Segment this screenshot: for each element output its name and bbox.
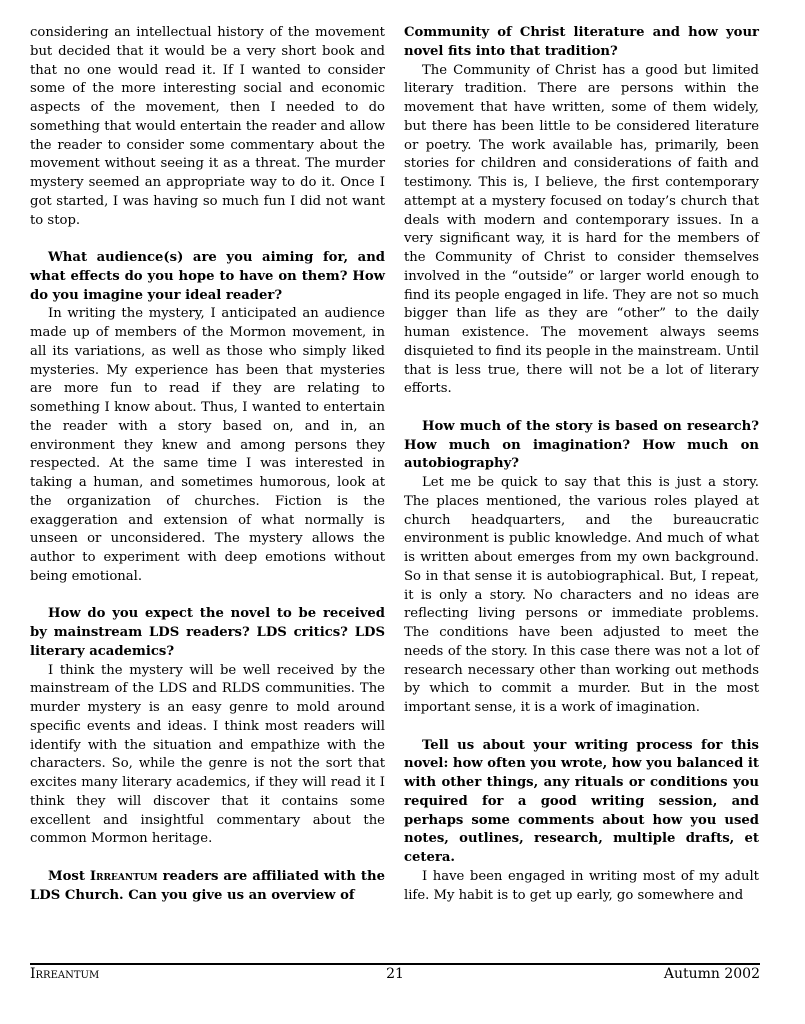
- answer-paragraph: The Community of Christ has a good but limited literary tradition. There are persons within the movement that have written, some of them widely, but there has been little to be considered literature or poetry. The work available has, primarily, been stories for children and considerations of faith and testimony. This is, I believe, the first contemporary attempt at a mystery focused on today’s church that deals with modern and contemporary issues. In a very significant way, it is hard for the members of the Community of Christ to consider themselves involved in the “outside” or larger world enough to find its people engaged in life. They are not so much bigger than life as they are “other” to the daily human existence. The movement always seems disquieted to find its people in the mainstream. Until that is less true, there will not be a lot of literary efforts.: [404, 62, 759, 397]
- answer-paragraph: Let me be quick to say that this is just a story. The places mentioned, the various roles played at church headquarters, and the bureaucratic environment is public knowledge. And much of what is written about emerges from my own background. So in that sense it is autobiographical. But, I repeat, it is only a story. No characters and no ideas are reflecting living persons or immediate problems. The conditions have been adjusted to meet the needs of the story. In this case there was not a lot of research necessary other than working out methods by which to commit a murder. But in the most important sense, it is a work of imagination.: [404, 475, 759, 715]
- question-heading: What audience(s) are you aiming for, and what effects do you hope to have on them? How do you imagine your ideal reader?: [30, 250, 385, 303]
- right-column: [404, 24, 759, 905]
- page-footer: [30, 966, 760, 988]
- question-text: readers are affiliated with the LDS Church. Can you give us an overview of: [30, 868, 385, 903]
- page-number: 21: [386, 966, 404, 982]
- footer-issue: Autumn 2002: [663, 966, 760, 982]
- answer-paragraph: I have been engaged in writing most of my adult life. My habit is to get up early, go somewhere and: [404, 868, 759, 903]
- question-heading: How much of the story is based on research? How much on imagination? How much on autobiography?: [404, 418, 759, 472]
- left-column: [30, 24, 385, 905]
- question-text: Most: [48, 868, 90, 884]
- footer-journal: Irreantum: [30, 966, 100, 982]
- question-heading: [30, 868, 385, 906]
- journal-name: Irreantum: [89, 868, 158, 884]
- answer-paragraph: I think the mystery will be well received by the mainstream of the LDS and RLDS communities. The murder mystery is an easy genre to mold around specific events and ideas. I think most readers will identify with the situation and empathize with the characters. So, while the genre is not the sort that excites many literary academics, if they will read it I think they will discover that it contains some excellent and insightful commentary about the common Mormon heritage.: [30, 662, 385, 847]
- question-heading: Tell us about your writing process for this novel: how often you wrote, how you balanced it with other things, any rituals or conditions you required for a good writing session, and perhaps some comments about how you used notes, outlines, research, multiple drafts, et cetera.: [404, 737, 759, 865]
- answer-paragraph: In writing the mystery, I anticipated an audience made up of members of the Mormon movement, in all its variations, as well as those who simply liked mysteries. My experience has been that mysteries are more fun to read if they are relating to something I know about. Thus, I wanted to entertain the reader with a story based on, and in, an environment they knew and among persons they respected. At the same time I was interested in taking a human, and sometimes humorous, look at the organization of churches. Fiction is the exaggeration and extension of what normally is unseen or unconsidered. The mystery allows the author to experiment with deep emotions without being emotional.: [30, 306, 385, 584]
- footer-rule: [30, 963, 760, 965]
- question-heading: How do you expect the novel to be received by mainstream LDS readers? LDS critics? LDS literary academics?: [30, 606, 385, 659]
- question-heading-continued: Community of Christ literature and how your novel fits into that tradition?: [404, 25, 759, 59]
- paragraph: considering an intellectual history of the movement but decided that it would be a very short book and that no one would read it. If I wanted to consider some of the more interesting social and economic aspects of the movement, then I needed to do something that would entertain the reader and allow the reader to consider some commentary about the movement without seeing it as a threat. The murder mystery seemed an appropriate way to do it. Once I got started, I was having so much fun I did not want to stop.: [30, 25, 385, 228]
